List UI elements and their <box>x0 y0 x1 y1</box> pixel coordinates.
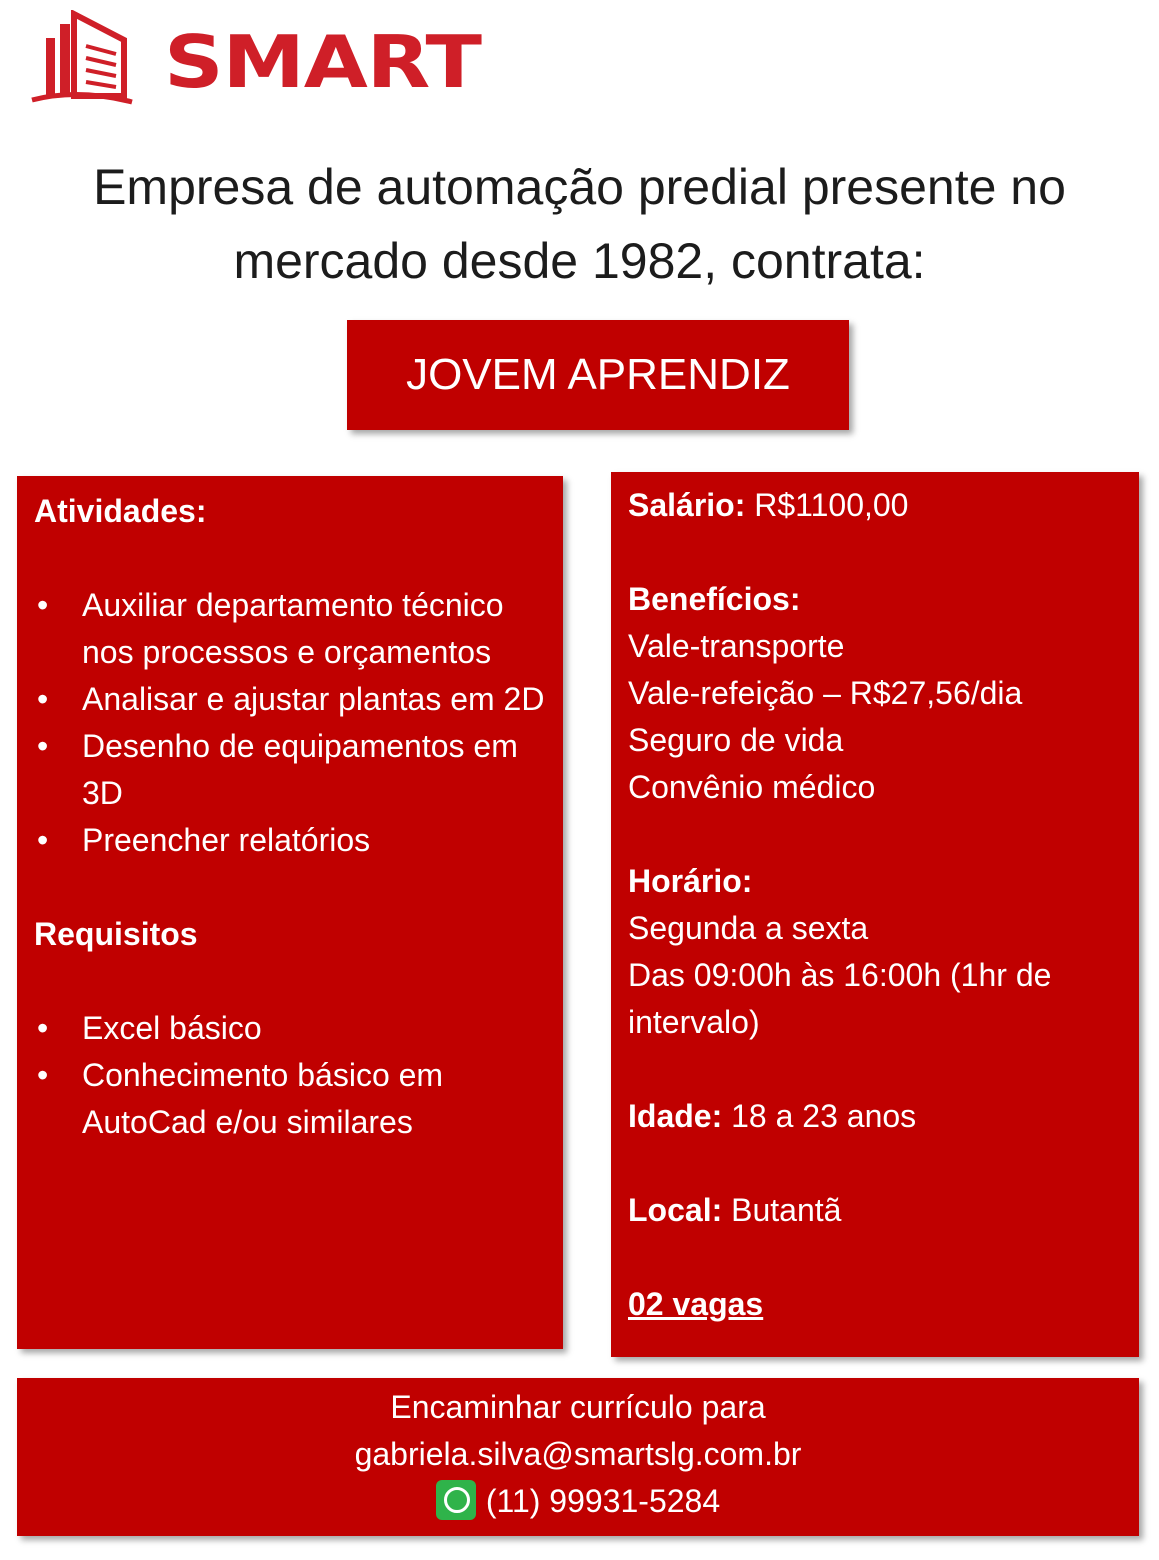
salary-line <box>628 482 1139 529</box>
schedule-hours: Das 09:00h às 16:00h (1hr de intervalo) <box>628 957 1052 1040</box>
contact-phone-line <box>17 1478 1139 1525</box>
contact-email[interactable]: gabriela.silva@smartslg.com.br <box>354 1436 802 1472</box>
schedule-heading: Horário: <box>628 863 753 899</box>
location-label: Local: <box>628 1192 723 1228</box>
logo-wordmark: SMART <box>164 20 481 104</box>
intro-text <box>0 150 1159 298</box>
list-item: • Conhecimento básico em AutoCad e/ou similares <box>34 1052 563 1146</box>
contact-phone[interactable]: (11) 99931-5284 <box>485 1483 721 1519</box>
whatsapp-icon <box>436 1480 476 1520</box>
list-item: • Analisar e ajustar plantas em 2D <box>34 676 563 723</box>
openings-count: 02 vagas <box>628 1286 764 1322</box>
contact-instruction: Encaminhar currículo para <box>390 1389 766 1425</box>
benefits-heading: Benefícios: <box>628 581 801 617</box>
company-logo <box>28 10 481 110</box>
intro-line-2: mercado desde 1982, contrata: <box>233 233 926 289</box>
age-line <box>628 1093 1139 1140</box>
schedule-days: Segunda a sexta <box>628 910 869 946</box>
role-title: JOVEM APRENDIZ <box>347 320 849 430</box>
job-details-box <box>611 472 1139 1357</box>
activities-heading: Atividades: <box>34 493 207 529</box>
benefit-item: Vale-transporte <box>628 628 845 664</box>
activities-list <box>34 582 563 864</box>
benefit-item: Seguro de vida <box>628 722 844 758</box>
list-item: • Excel básico <box>34 1005 563 1052</box>
activities-requirements-box <box>17 476 563 1349</box>
intro-line-1: Empresa de automação predial presente no <box>93 159 1066 215</box>
benefit-item: Convênio médico <box>628 769 876 805</box>
list-item: • Preencher relatórios <box>34 817 563 864</box>
salary-label: Salário: <box>628 487 746 523</box>
list-item: • Auxiliar departamento técnico nos processos e orçamentos <box>34 582 563 676</box>
location-line <box>628 1187 1139 1234</box>
building-icon <box>28 10 138 110</box>
age-label: Idade: <box>628 1098 723 1134</box>
requirements-list <box>34 1005 563 1146</box>
age-value: 18 a 23 anos <box>731 1098 917 1134</box>
requirements-heading: Requisitos <box>34 916 198 952</box>
salary-value: R$1100,00 <box>754 487 909 523</box>
contact-footer <box>17 1378 1139 1536</box>
list-item: • Desenho de equipamentos em 3D <box>34 723 563 817</box>
location-value: Butantã <box>731 1192 842 1228</box>
benefit-item: Vale-refeição – R$27,56/dia <box>628 675 1023 711</box>
